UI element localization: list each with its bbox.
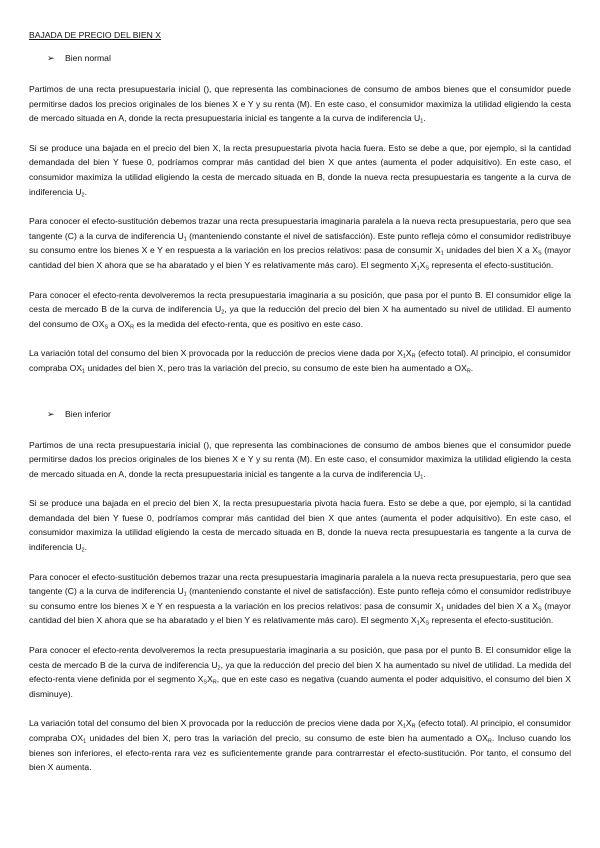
section-bien-inferior: [29, 408, 571, 775]
paragraph: Para conocer el efecto-sustitución debemos trazar una recta presupuestaria imaginaria paralela a la nueva recta presupuestaria, pero que sea tangente (C) a la curva de indiferencia $U_1$ (manteniendo constante el nivel de satisfacción). Este punto refleja cómo el consumidor redistribuye su consumo entre los bienes X e Y en respuesta a la variación en los precios relativos: pasa de consumir $X_1$ unidades del bien X a $X_S$ (mayor cantidad del bien X ahora que se ha abaratado y el bien Y es relativamente más caro). El segmento $X_1X_S$ representa el efecto-sustitución.: [29, 571, 571, 627]
paragraph: Para conocer el efecto-sustitución debemos trazar una recta presupuestaria imaginaria paralela a la nueva recta presupuestaria, pero que sea tangente (C) a la curva de indiferencia $U_1$ (manteniendo constante el nivel de satisfacción). Este punto refleja cómo el consumidor redistribuye su consumo entre los bienes X e Y en respuesta a la variación en los precios relativos: pasa de consumir $X_1$ unidades del bien X a $X_S$ (mayor cantidad del bien X ahora que se ha abaratado y el bien Y es relativamente más caro). El segmento $X_1X_S$ representa el efecto-sustitución.: [29, 216, 571, 272]
section-heading-label: Bien normal: [65, 53, 111, 63]
paragraph: Si se produce una bajada en el precio del bien X, la recta presupuestaria pivota hacia fuera. Esto se debe a que, por ejemplo, si la cantidad demandada del bien Y fuese 0, podríamos comprar más cantidad del bien X que antes (aumenta el poder adquisitivo). En este caso, el consumidor maximiza la utilidad eligiendo la cesta de mercado situada en B, donde la nueva recta presupuestaria es tangente a la curva de indiferencia $U_2$.: [29, 498, 571, 554]
document-title: BAJADA DE PRECIO DEL BIEN X: [29, 30, 161, 40]
section-heading-label: Bien inferior: [65, 408, 111, 419]
section-bien-normal: [29, 52, 571, 376]
paragraph: La variación total del consumo del bien X provocada por la reducción de precios viene dada por $X_1X_R$ (efecto total). Al principio, el consumidor compraba $OX_1$ unidades del bien X, pero tras la variación del precio, su consumo de este bien ha aumentado a $OX_R$.: [29, 348, 571, 375]
paragraph: Partimos de una recta presupuestaria inicial (), que representa las combinaciones de consumo de ambos bienes que el consumidor puede permitirse dados los precios originales de los bienes X e Y y su renta (M). En este caso, el consumidor maximiza la utilidad eligiendo la cesta de mercado situada en A, donde la recta presupuestaria inicial es tangente a la curva de indiferencia $U_1$.: [29, 84, 571, 125]
section-heading: [47, 52, 571, 64]
arrow-bullet-icon: ➢: [47, 53, 55, 63]
document-page: [29, 29, 571, 775]
paragraph: Para conocer el efecto-renta devolveremos la recta presupuestaria imaginaria a su posición, que pasa por el punto B. El consumidor elige la cesta de mercado B de la curva de indiferencia $U_2$, ya que la reducción del precio del bien X ha aumentado su nivel de utilidad. El aumento del consumo de $OX_S$ a $OX_R$ es la medida del efecto-renta, que es positivo en este caso.: [29, 289, 571, 331]
paragraph: Partimos de una recta presupuestaria inicial (), que representa las combinaciones de consumo de ambos bienes que el consumidor puede permitirse dados los precios originales de los bienes X e Y y su renta (M). En este caso, el consumidor maximiza la utilidad eligiendo la cesta de mercado situada en A, donde la recta presupuestaria inicial es tangente a la curva de indiferencia $U_1$.: [29, 439, 571, 481]
paragraph: La variación total del consumo del bien X provocada por la reducción de precios viene dada por $X_1X_R$ (efecto total). Al principio, el consumidor compraba $OX_1$ unidades del bien X, pero tras la variación del precio, su consumo de este bien ha aumentado a $OX_R$. Incluso cuando los bienes son inferiores, el efecto-renta rara vez es suficientemente grande para contrarrestar el efecto-sustitución. Por tanto, el consumo del bien X aumenta.: [29, 718, 571, 773]
paragraph: Para conocer el efecto-renta devolveremos la recta presupuestaria imaginaria a su posición, que pasa por el punto B. El consumidor elige la cesta de mercado B de la curva de indiferencia $U_2$, ya que la reducción del precio del bien X ha aumentado su nivel de utilidad. La medida del efecto-renta viene definida por el segmento $X_SX_R$, que en este caso es negativa (cuando aumenta el poder adquisitivo, el consumo del bien X disminuye).: [29, 645, 571, 699]
paragraph: Si se produce una bajada en el precio del bien X, la recta presupuestaria pivota hacia fuera. Esto se debe a que, por ejemplo, si la cantidad demandada del bien Y fuese 0, podríamos comprar más cantidad del bien X que antes (aumenta el poder adquisitivo). En este caso, el consumidor maximiza la utilidad eligiendo la cesta de mercado situada en B, donde la nueva recta presupuestaria es tangente a la curva de indiferencia $U_2$.: [29, 142, 571, 199]
arrow-bullet-icon: ➢: [47, 408, 55, 419]
section-heading: [47, 408, 571, 420]
